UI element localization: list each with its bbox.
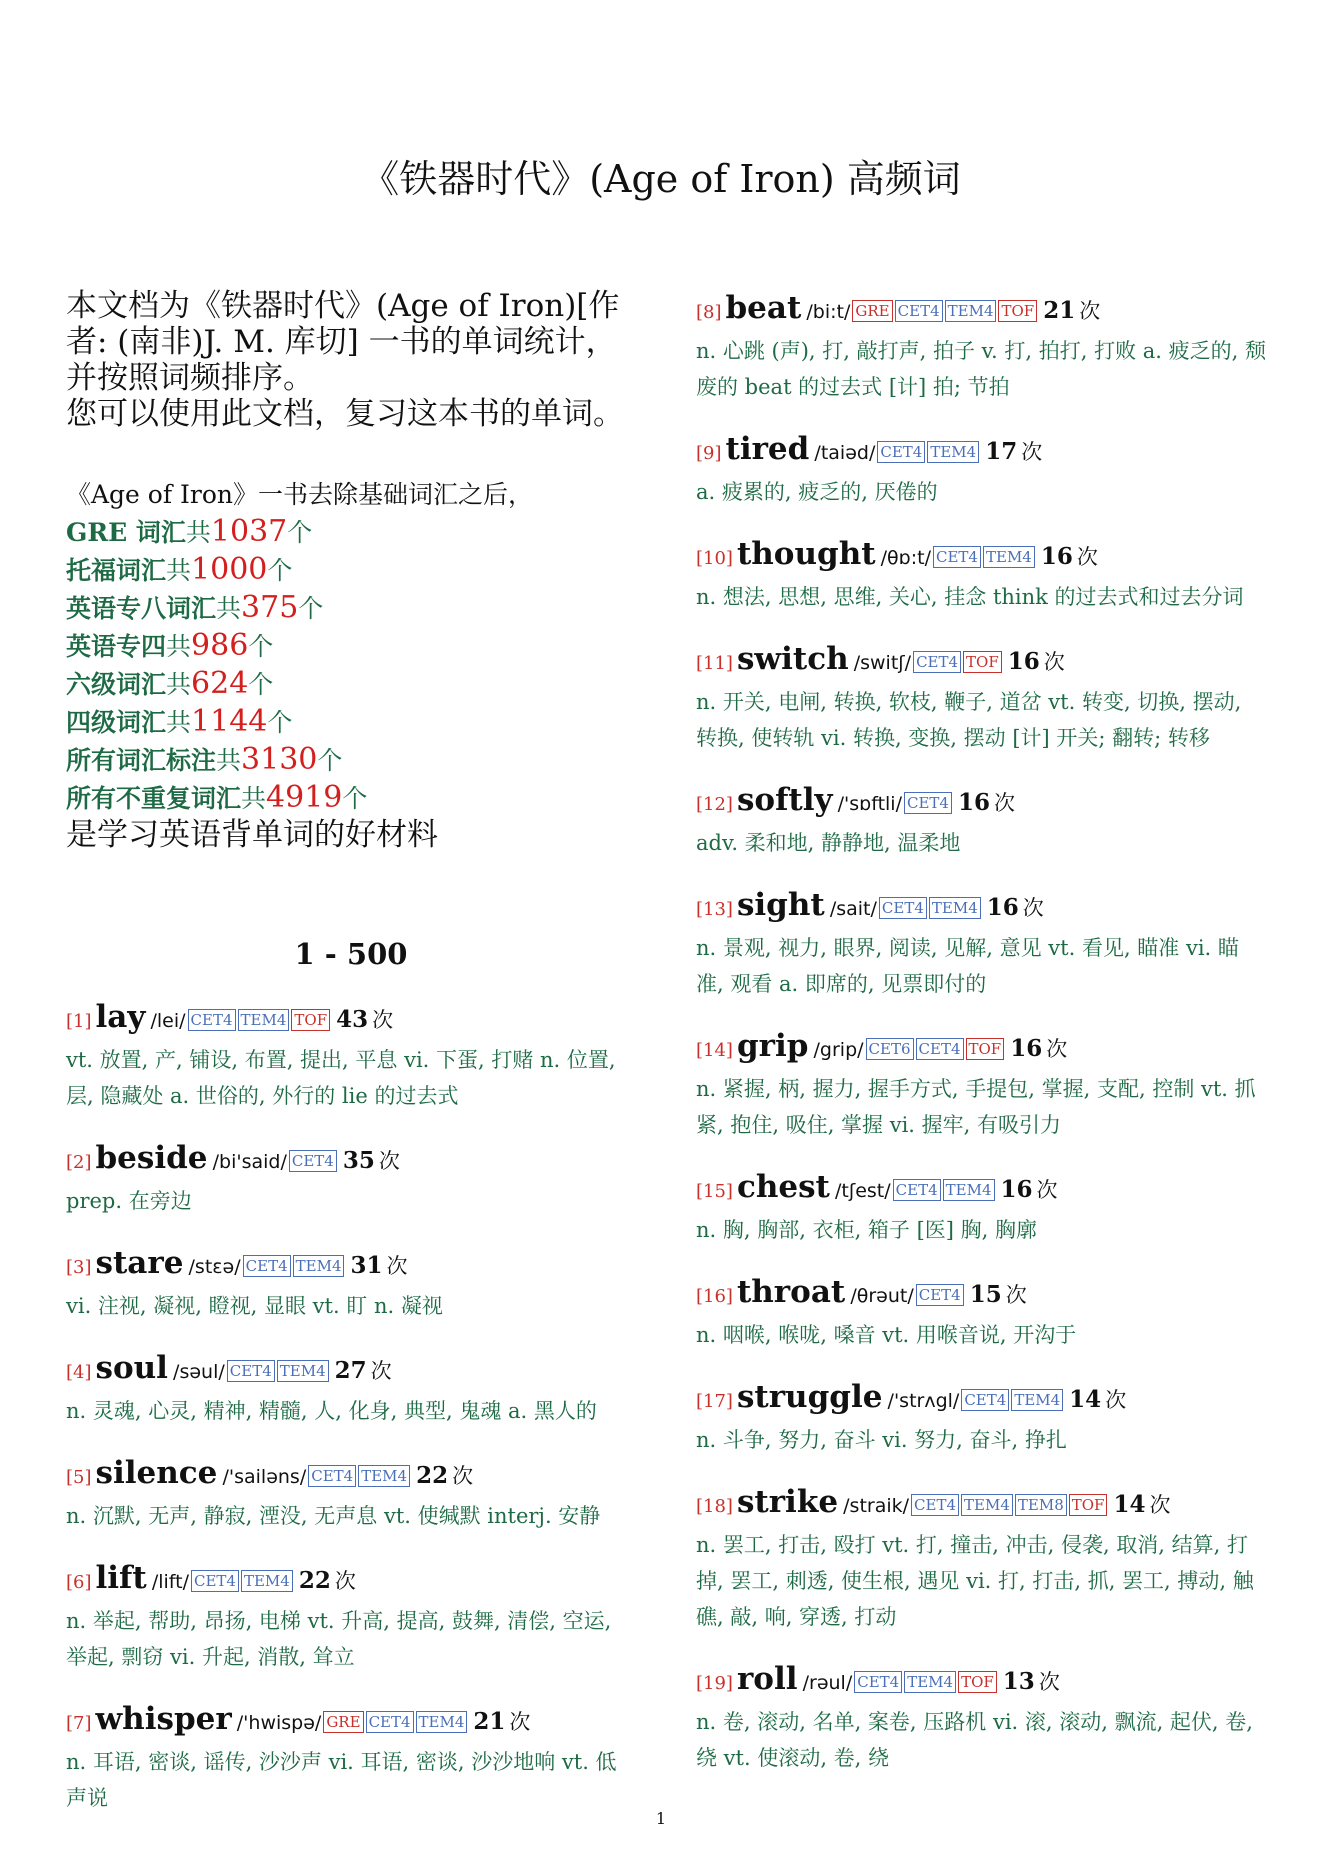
stat-line xyxy=(66,779,636,817)
entry-definition: n. 开关, 电闸, 转换, 软枝, 鞭子, 道岔 vt. 转变, 切换, 摆动, 转换, 使转轨 vi. 转换, 变换, 摆动 [计] 开关; 翻转; 转移 xyxy=(696,690,1242,750)
entry-rank: [18] xyxy=(696,1496,733,1517)
page-title: 《铁器时代》(Age of Iron) 高频词 xyxy=(361,157,961,201)
count-unit: 次 xyxy=(1021,440,1043,464)
entry-definition: n. 灵魂, 心灵, 精神, 精髓, 人, 化身, 典型, 鬼魂 a. 黑人的 xyxy=(66,1399,597,1423)
stat-connector: 共 xyxy=(216,594,242,623)
entry-word: soul xyxy=(95,1350,168,1386)
entry-rank: [15] xyxy=(696,1181,733,1202)
page-number: 1 xyxy=(655,1809,667,1828)
stat-count: 4919 xyxy=(266,780,343,815)
word-entry xyxy=(696,1026,1266,1143)
entry-list-right xyxy=(696,288,1266,1776)
level-tag: CET4 xyxy=(916,1284,964,1306)
entry-rank: [2] xyxy=(66,1152,92,1173)
entry-count: 27 xyxy=(334,1357,367,1384)
word-entry xyxy=(66,1558,636,1675)
stat-count: 624 xyxy=(191,666,249,701)
entry-rank: [7] xyxy=(66,1713,92,1734)
level-tag: CET4 xyxy=(289,1150,337,1172)
entry-word: roll xyxy=(736,1661,798,1697)
stat-connector: 共 xyxy=(241,784,267,813)
entry-rank: [17] xyxy=(696,1391,733,1412)
level-tag: CET4 xyxy=(961,1389,1009,1411)
entry-rank: [1] xyxy=(66,1011,92,1032)
count-unit: 次 xyxy=(1022,896,1044,920)
entry-rank: [14] xyxy=(696,1040,733,1061)
level-tag: CET4 xyxy=(916,1038,964,1060)
entry-pronunciation: /bi'said/ xyxy=(212,1151,287,1173)
count-unit: 次 xyxy=(1149,1493,1171,1517)
count-unit: 次 xyxy=(509,1710,531,1734)
entry-pronunciation: /sait/ xyxy=(829,898,877,920)
left-column xyxy=(66,288,636,1840)
word-entry xyxy=(696,1272,1266,1353)
entry-word: chest xyxy=(736,1169,830,1205)
stats-closing: 是学习英语背单词的好材料 xyxy=(66,817,438,853)
level-tag: TEM4 xyxy=(945,300,997,322)
entry-word: grip xyxy=(736,1028,809,1064)
entry-count: 15 xyxy=(969,1281,1002,1308)
level-tag: TOF xyxy=(291,1009,330,1031)
stat-label: 托福词汇 xyxy=(66,556,167,585)
level-tag: CET4 xyxy=(933,546,981,568)
entry-count: 17 xyxy=(985,438,1018,465)
entry-definition: n. 斗争, 努力, 奋斗 vi. 努力, 奋斗, 挣扎 xyxy=(696,1428,1067,1452)
entry-definition: n. 景观, 视力, 眼界, 阅读, 见解, 意见 vt. 看见, 瞄准 vi. 瞄准, 观看 a. 即席的, 见票即付的 xyxy=(696,936,1239,996)
entry-rank: [5] xyxy=(66,1467,92,1488)
entry-count: 14 xyxy=(1069,1386,1102,1413)
count-unit: 次 xyxy=(1079,299,1101,323)
stat-line xyxy=(66,703,636,741)
entry-pronunciation: /taiəd/ xyxy=(814,442,876,464)
entry-head xyxy=(696,1482,1266,1527)
entry-head xyxy=(696,429,1266,474)
level-tag: TOF xyxy=(963,651,1002,673)
count-unit: 次 xyxy=(1005,1283,1027,1307)
entry-definition: n. 心跳 (声), 打, 敲打声, 拍子 v. 打, 拍打, 打败 a. 疲乏的, 颓废的 beat 的过去式 [计] 拍; 节拍 xyxy=(696,339,1266,399)
entry-count: 21 xyxy=(473,1708,506,1735)
entry-head xyxy=(696,639,1266,684)
stat-count: 1037 xyxy=(210,514,288,549)
level-tag: TEM4 xyxy=(904,1671,956,1693)
word-entry xyxy=(696,1377,1266,1458)
entry-head xyxy=(696,1377,1266,1422)
entry-count: 16 xyxy=(957,789,990,816)
stat-count: 3130 xyxy=(241,742,318,777)
entry-word: switch xyxy=(736,641,849,677)
entry-head xyxy=(696,1272,1266,1317)
entry-definition: n. 举起, 帮助, 昂扬, 电梯 vt. 升高, 提高, 鼓舞, 清偿, 空运, 举起, 剽窃 vi. 升起, 消散, 耸立 xyxy=(66,1609,612,1669)
entry-head xyxy=(696,288,1266,333)
entry-pronunciation: /'sɒftli/ xyxy=(837,793,902,815)
stat-label: GRE 词汇 xyxy=(66,518,186,547)
entry-head xyxy=(696,1167,1266,1212)
stat-unit: 个 xyxy=(342,784,368,813)
count-unit: 次 xyxy=(370,1359,392,1383)
entry-pronunciation: /tʃest/ xyxy=(834,1180,891,1202)
stat-line xyxy=(66,741,636,779)
stat-connector: 共 xyxy=(166,556,192,585)
entry-pronunciation: /rəul/ xyxy=(802,1672,853,1694)
entry-definition: n. 胸, 胸部, 衣柜, 箱子 [医] 胸, 胸廓 xyxy=(696,1218,1038,1242)
stat-count: 1144 xyxy=(191,704,268,739)
entry-pronunciation: /səul/ xyxy=(173,1361,225,1383)
entry-word: thought xyxy=(736,536,876,572)
stat-unit: 个 xyxy=(248,632,274,661)
entry-pronunciation: /lei/ xyxy=(150,1010,186,1032)
intro-text xyxy=(66,288,636,432)
entry-definition: n. 咽喉, 喉咙, 嗓音 vt. 用喉音说, 开沟于 xyxy=(696,1323,1077,1347)
level-tag: TOF xyxy=(966,1038,1005,1060)
word-entry xyxy=(696,885,1266,1002)
stat-line xyxy=(66,551,636,589)
entry-definition: a. 疲累的, 疲乏的, 厌倦的 xyxy=(696,480,938,504)
stat-unit: 个 xyxy=(248,670,274,699)
entry-definition: n. 卷, 滚动, 名单, 案卷, 压路机 vi. 滚, 滚动, 飘流, 起伏, 卷, 绕 vt. 使滚动, 卷, 绕 xyxy=(696,1710,1253,1770)
entry-head xyxy=(66,1138,636,1183)
word-entry xyxy=(66,997,636,1114)
entry-rank: [9] xyxy=(696,443,722,464)
entry-head xyxy=(696,780,1266,825)
stat-connector: 共 xyxy=(166,708,192,737)
level-tag: GRE xyxy=(323,1711,363,1733)
entry-definition: n. 想法, 思想, 思维, 关心, 挂念 think 的过去式和过去分词 xyxy=(696,585,1244,609)
entry-word: stare xyxy=(95,1245,184,1281)
entry-word: struggle xyxy=(736,1379,883,1415)
count-unit: 次 xyxy=(334,1569,356,1593)
section-title: 1 - 500 xyxy=(294,937,408,971)
level-tag: TEM4 xyxy=(293,1255,345,1277)
entry-pronunciation: /lift/ xyxy=(151,1571,189,1593)
entry-count: 16 xyxy=(1007,648,1040,675)
level-tag: TEM4 xyxy=(927,441,979,463)
word-entry xyxy=(696,1167,1266,1248)
word-entry xyxy=(696,1659,1266,1776)
stat-label: 所有不重复词汇 xyxy=(66,784,242,813)
entry-pronunciation: /grip/ xyxy=(813,1039,864,1061)
entry-rank: [6] xyxy=(66,1572,92,1593)
entry-pronunciation: /bi:t/ xyxy=(806,301,851,323)
entry-rank: [3] xyxy=(66,1257,92,1278)
level-tag: CET4 xyxy=(911,1494,959,1516)
level-tag: CET4 xyxy=(879,897,927,919)
entry-pronunciation: /switʃ/ xyxy=(853,652,912,674)
entry-word: silence xyxy=(95,1455,218,1491)
word-entry xyxy=(66,1348,636,1429)
level-tag: TOF xyxy=(998,300,1037,322)
word-entry xyxy=(696,534,1266,615)
level-tag: TEM4 xyxy=(961,1494,1013,1516)
level-tag: TOF xyxy=(1069,1494,1108,1516)
entry-head xyxy=(66,1699,636,1744)
entry-head xyxy=(66,1243,636,1288)
level-tag: TOF xyxy=(958,1671,997,1693)
vocabulary-stats xyxy=(66,476,636,853)
word-entry xyxy=(696,429,1266,510)
level-tag: TEM4 xyxy=(1011,1389,1063,1411)
stat-label: 所有词汇标注 xyxy=(66,746,217,775)
stat-count: 375 xyxy=(241,590,299,625)
count-unit: 次 xyxy=(452,1464,474,1488)
entry-pronunciation: /straik/ xyxy=(843,1495,910,1517)
entry-head xyxy=(66,1558,636,1603)
word-entry xyxy=(66,1138,636,1219)
entry-rank: [12] xyxy=(696,794,733,815)
stat-line xyxy=(66,665,636,703)
level-tag: TEM4 xyxy=(277,1360,329,1382)
entry-word: throat xyxy=(736,1274,846,1310)
entry-word: strike xyxy=(736,1484,839,1520)
entry-word: lay xyxy=(95,999,146,1035)
entry-head xyxy=(696,534,1266,579)
stat-label: 英语专八词汇 xyxy=(66,594,217,623)
level-tag: TEM4 xyxy=(943,1179,995,1201)
count-unit: 次 xyxy=(1038,1670,1060,1694)
entry-word: beat xyxy=(725,290,802,326)
stat-connector: 共 xyxy=(166,632,192,661)
stat-line xyxy=(66,589,636,627)
word-entry xyxy=(66,1243,636,1324)
stat-label: 六级词汇 xyxy=(66,670,167,699)
right-column xyxy=(696,288,1266,1800)
count-unit: 次 xyxy=(993,791,1015,815)
level-tag: CET4 xyxy=(913,651,961,673)
stat-unit: 个 xyxy=(287,518,313,547)
stat-unit: 个 xyxy=(267,556,293,585)
entry-pronunciation: /θɒ:t/ xyxy=(880,547,931,569)
count-unit: 次 xyxy=(1036,1178,1058,1202)
intro-line: 本文档为《铁器时代》(Age of Iron)[作者: (南非)J. M. 库切] 一书的单词统计，并按照词频排序。 xyxy=(66,288,620,396)
level-tag: CET6 xyxy=(866,1038,914,1060)
count-unit: 次 xyxy=(1076,545,1098,569)
intro-line: 您可以使用此文档，复习这本书的单词。 xyxy=(66,396,624,432)
stat-count: 1000 xyxy=(191,552,268,587)
entry-rank: [4] xyxy=(66,1362,92,1383)
entry-rank: [11] xyxy=(696,653,733,674)
entry-word: lift xyxy=(95,1560,147,1596)
level-tag: TEM8 xyxy=(1015,1494,1067,1516)
count-unit: 次 xyxy=(1105,1388,1127,1412)
entry-word: tired xyxy=(725,431,810,467)
stat-unit: 个 xyxy=(317,746,343,775)
level-tag: CET4 xyxy=(366,1711,414,1733)
level-tag: TEM4 xyxy=(929,897,981,919)
stat-label: 英语专四 xyxy=(66,632,167,661)
word-entry xyxy=(696,1482,1266,1635)
word-entry xyxy=(696,639,1266,756)
count-unit: 次 xyxy=(372,1008,394,1032)
entry-definition: adv. 柔和地, 静静地, 温柔地 xyxy=(696,831,961,855)
stat-connector: 共 xyxy=(166,670,192,699)
stat-line xyxy=(66,627,636,665)
level-tag: TEM4 xyxy=(983,546,1035,568)
level-tag: CET4 xyxy=(191,1570,239,1592)
entry-head xyxy=(66,1348,636,1393)
stat-unit: 个 xyxy=(267,708,293,737)
entry-count: 13 xyxy=(1002,1668,1035,1695)
entry-definition: vi. 注视, 凝视, 瞪视, 显眼 vt. 盯 n. 凝视 xyxy=(66,1294,443,1318)
entry-word: softly xyxy=(736,782,833,818)
stat-unit: 个 xyxy=(298,594,324,623)
entry-pronunciation: /'strʌgl/ xyxy=(887,1390,960,1412)
entry-head xyxy=(66,1453,636,1498)
entry-word: whisper xyxy=(95,1701,232,1737)
entry-definition: n. 沉默, 无声, 静寂, 湮没, 无声息 vt. 使缄默 interj. 安静 xyxy=(66,1504,601,1528)
level-tag: TEM4 xyxy=(241,1570,293,1592)
entry-definition: vt. 放置, 产, 铺设, 布置, 提出, 平息 vi. 下蛋, 打赌 n. 位置, 层, 隐藏处 a. 世俗的, 外行的 lie 的过去式 xyxy=(66,1048,616,1108)
stat-connector: 共 xyxy=(185,518,211,547)
entry-definition: prep. 在旁边 xyxy=(66,1189,192,1213)
stat-connector: 共 xyxy=(216,746,242,775)
entry-count: 16 xyxy=(1010,1035,1043,1062)
entry-head xyxy=(696,885,1266,930)
stat-count: 986 xyxy=(191,628,249,663)
count-unit: 次 xyxy=(1043,650,1065,674)
entry-rank: [8] xyxy=(696,302,722,323)
level-tag: GRE xyxy=(852,300,892,322)
entry-count: 43 xyxy=(336,1006,369,1033)
entry-head xyxy=(696,1026,1266,1071)
entry-count: 22 xyxy=(416,1462,449,1489)
level-tag: TEM4 xyxy=(238,1009,290,1031)
entry-pronunciation: /'hwispə/ xyxy=(236,1712,322,1734)
stat-line xyxy=(66,513,636,551)
level-tag: CET4 xyxy=(854,1671,902,1693)
level-tag: CET4 xyxy=(188,1009,236,1031)
level-tag: CET4 xyxy=(904,792,952,814)
level-tag: CET4 xyxy=(895,300,943,322)
entry-word: beside xyxy=(95,1140,208,1176)
level-tag: CET4 xyxy=(893,1179,941,1201)
level-tag: CET4 xyxy=(308,1465,356,1487)
entry-rank: [13] xyxy=(696,899,733,920)
entry-rank: [16] xyxy=(696,1286,733,1307)
word-entry xyxy=(696,780,1266,861)
level-tag: TEM4 xyxy=(416,1711,468,1733)
entry-list-left xyxy=(66,997,636,1816)
entry-count: 31 xyxy=(350,1252,383,1279)
entry-rank: [19] xyxy=(696,1673,733,1694)
level-tag: TEM4 xyxy=(358,1465,410,1487)
entry-rank: [10] xyxy=(696,548,733,569)
word-entry xyxy=(696,288,1266,405)
entry-count: 16 xyxy=(986,894,1019,921)
stats-lead: 《Age of Iron》一书去除基础词汇之后， xyxy=(66,480,534,509)
word-entry xyxy=(66,1699,636,1816)
entry-pronunciation: /stɛə/ xyxy=(188,1256,241,1278)
stat-label: 四级词汇 xyxy=(66,708,167,737)
entry-head xyxy=(696,1659,1266,1704)
level-tag: CET4 xyxy=(877,441,925,463)
entry-count: 14 xyxy=(1113,1491,1146,1518)
entry-count: 16 xyxy=(1000,1176,1033,1203)
entry-count: 21 xyxy=(1043,297,1076,324)
entry-count: 35 xyxy=(342,1147,375,1174)
count-unit: 次 xyxy=(386,1254,408,1278)
entry-pronunciation: /'sailəns/ xyxy=(222,1466,307,1488)
entry-word: sight xyxy=(736,887,825,923)
entry-count: 22 xyxy=(298,1567,331,1594)
level-tag: CET4 xyxy=(227,1360,275,1382)
entry-definition: n. 耳语, 密谈, 谣传, 沙沙声 vi. 耳语, 密谈, 沙沙地响 vt. 低声说 xyxy=(66,1750,617,1810)
entry-definition: n. 罢工, 打击, 殴打 vt. 打, 撞击, 冲击, 侵袭, 取消, 结算, 打掉, 罢工, 刺透, 使生根, 遇见 vi. 打, 打击, 抓, 罢工, 搏动, 触礁, 敲, 响, 穿透, 打动 xyxy=(696,1533,1254,1629)
entry-head xyxy=(66,997,636,1042)
entry-definition: n. 紧握, 柄, 握力, 握手方式, 手提包, 掌握, 支配, 控制 vt. 抓紧, 抱住, 吸住, 掌握 vi. 握牢, 有吸引力 xyxy=(696,1077,1256,1137)
level-tag: CET4 xyxy=(243,1255,291,1277)
entry-count: 16 xyxy=(1040,543,1073,570)
entry-pronunciation: /θrəut/ xyxy=(850,1285,914,1307)
count-unit: 次 xyxy=(1046,1037,1068,1061)
word-entry xyxy=(66,1453,636,1534)
count-unit: 次 xyxy=(378,1149,400,1173)
